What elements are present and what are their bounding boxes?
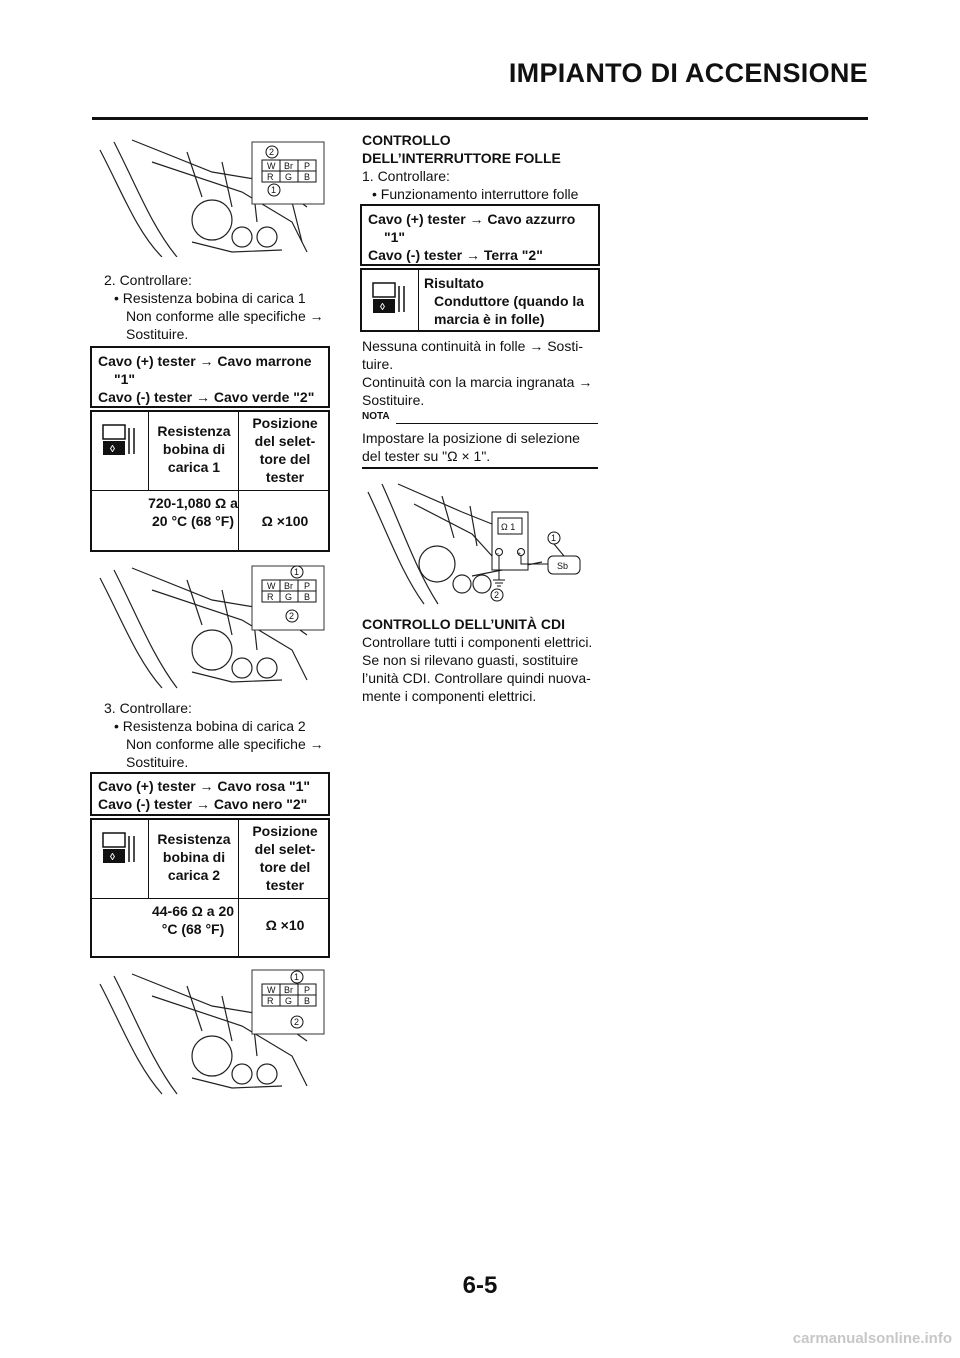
pin-w: W <box>267 161 276 171</box>
meter-scale-label: Ω 1 <box>501 522 516 532</box>
svg-text:◊: ◊ <box>110 852 115 863</box>
neutral-result-value-1: Conduttore (quando la <box>434 293 585 309</box>
pin-b: B <box>304 996 311 1006</box>
step3-probe-pos: Cavo (+) tester → Cavo rosa "1" <box>98 778 311 794</box>
cdi-line2: Se non si rilevano guasti, sostituire <box>362 652 579 668</box>
neutral-probe-box <box>360 204 600 266</box>
step2-probe-pos-cont: "1" <box>114 371 136 387</box>
step3-col2-header: Posizione del selet-tore del tester <box>252 823 318 893</box>
neutral-result-label: Risultato <box>424 275 484 291</box>
neutral-para2: Continuità con la marcia ingranata → <box>362 374 593 390</box>
cdi-title: CONTROLLO DELL’UNITÀ CDI <box>362 616 565 632</box>
step3-line2: Sostituire. <box>126 754 189 770</box>
neutral-result-value-2: marcia è in folle) <box>434 311 545 327</box>
step2-col1-value: 720-1,080 Ω a 20 °C (68 °F) <box>148 495 238 529</box>
step2-line1: Non conforme alle specifiche → <box>126 308 324 324</box>
marker-1-label: 1 <box>271 185 277 195</box>
nota-label: NOTA <box>362 411 390 422</box>
multimeter-icon <box>372 282 408 314</box>
step3-probe-neg: Cavo (-) tester → Cavo nero "2" <box>98 796 308 812</box>
coil-illustration-3 <box>92 966 332 1096</box>
neutral-title-1: CONTROLLO <box>362 132 451 148</box>
marker-1-label: 1 <box>551 533 557 543</box>
coil-illustration-1 <box>92 132 332 257</box>
pin-w: W <box>267 985 276 995</box>
step2-col2-header: Posizione del selet-tore del tester <box>252 415 318 485</box>
step3-col2-value: Ω ×10 <box>265 917 305 933</box>
step2-probe-box <box>90 346 330 408</box>
pin-br: Br <box>284 985 293 995</box>
header-rule <box>92 117 868 120</box>
nota-line2: del tester su "Ω × 1". <box>362 448 491 464</box>
step2-col2-value: Ω ×100 <box>261 513 309 529</box>
marker-2-label: 2 <box>494 590 500 600</box>
neutral-para1: Nessuna continuità in folle → Sosti- <box>362 338 583 354</box>
neutral-para2b: Sostituire. <box>362 392 425 408</box>
svg-text:◊: ◊ <box>380 302 385 313</box>
neutral-probe-pos-cont: "1" <box>384 229 406 245</box>
pin-p: P <box>304 581 311 591</box>
pin-r: R <box>267 592 274 602</box>
step3-probe-box <box>90 772 330 816</box>
watermark: carmanualsonline.info <box>792 1330 952 1347</box>
svg-text:◊: ◊ <box>110 444 115 455</box>
step2-line2: Sostituire. <box>126 326 189 342</box>
step2-spec-table <box>90 410 330 552</box>
neutral-switch-illustration <box>362 476 602 606</box>
step3-line1: Non conforme alle specifiche → <box>126 736 324 752</box>
meter-plus: + <box>517 551 522 558</box>
nota-line1: Impostare la posizione di selezione <box>362 430 580 446</box>
step3-col1-value: 44-66 Ω a 20 °C (68 °F) <box>151 903 235 937</box>
neutral-bullet: • Funzionamento interruttore folle <box>372 186 579 202</box>
pin-b: B <box>304 592 311 602</box>
marker-1-label: 1 <box>294 567 300 577</box>
marker-1-label: 1 <box>294 972 300 982</box>
pin-b: B <box>304 172 311 182</box>
sb-lead-label: Sb <box>557 561 569 571</box>
cdi-line1: Controllare tutti i componenti elettrici. <box>362 634 593 650</box>
page-number: 6-5 <box>462 1272 498 1299</box>
step2-probe-neg: Cavo (-) tester → Cavo verde "2" <box>98 389 315 405</box>
cdi-line3: l’unità CDI. Controllare quindi nuova- <box>362 670 591 686</box>
pin-br: Br <box>284 581 293 591</box>
pin-r: R <box>267 172 274 182</box>
pin-g: G <box>285 996 293 1006</box>
coil-illustration-2 <box>92 560 332 690</box>
neutral-para1b: tuire. <box>362 356 394 372</box>
pin-p: P <box>304 161 311 171</box>
neutral-probe-neg: Cavo (-) tester → Terra "2" <box>368 247 543 263</box>
neutral-step: 1. Controllare: <box>362 168 450 184</box>
nota-rule-bottom <box>362 467 598 469</box>
pin-r: R <box>267 996 274 1006</box>
step3-heading: 3. Controllare: <box>104 700 192 716</box>
multimeter-icon <box>102 832 138 864</box>
step2-bullet: • Resistenza bobina di carica 1 <box>114 290 306 306</box>
step2-col1-header: Resistenza bobina di carica 1 <box>157 423 231 475</box>
multimeter-icon <box>102 424 138 456</box>
marker-2-label: 2 <box>289 611 295 621</box>
pin-g: G <box>285 172 293 182</box>
step2-heading: 2. Controllare: <box>104 272 192 288</box>
pin-p: P <box>304 985 311 995</box>
marker-2-label: 2 <box>294 1017 300 1027</box>
cdi-line4: mente i componenti elettrici. <box>362 688 537 704</box>
pin-w: W <box>267 581 276 591</box>
neutral-probe-pos: Cavo (+) tester → Cavo azzurro <box>368 211 576 227</box>
step3-bullet: • Resistenza bobina di carica 2 <box>114 718 306 734</box>
step3-col1-header: Resistenza bobina di carica 2 <box>157 831 231 883</box>
meter-minus: − <box>495 551 500 558</box>
marker-2-label: 2 <box>269 147 275 157</box>
step3-spec-table <box>90 818 330 958</box>
pin-br: Br <box>284 161 293 171</box>
neutral-title-2: DELL’INTERRUTTORE FOLLE <box>362 150 561 166</box>
step2-probe-pos: Cavo (+) tester → Cavo marrone <box>98 353 312 369</box>
page-title: IMPIANTO DI ACCENSIONE <box>508 58 868 88</box>
nota-rule-top <box>396 423 598 424</box>
pin-g: G <box>285 592 293 602</box>
neutral-result-table <box>360 268 600 332</box>
